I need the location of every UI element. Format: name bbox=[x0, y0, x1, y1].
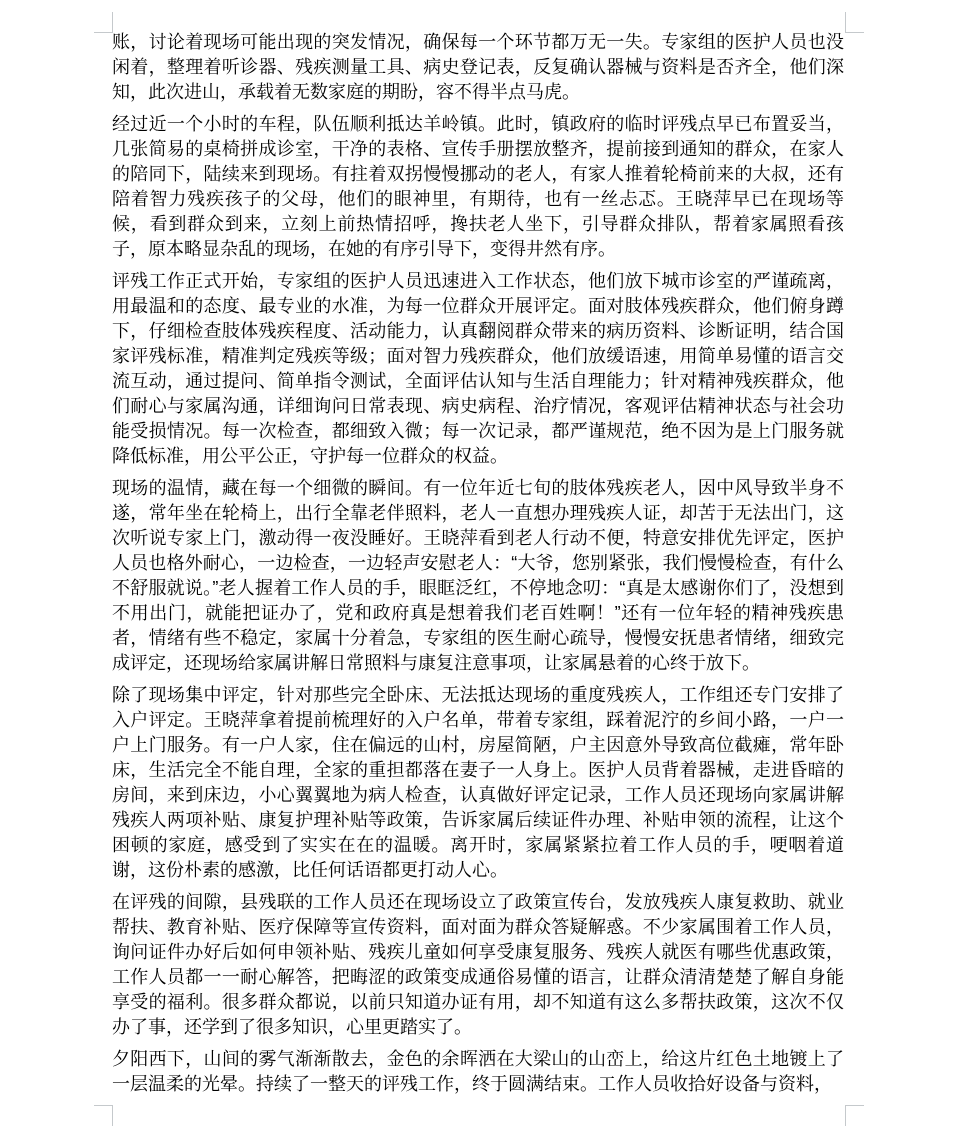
paragraph-4: 现场的温情，藏在每一个细微的瞬间。有一位年近七旬的肢体残疾老人，因中风导致半身不遂，常年坐在轮椅上，出行全靠老伴照料，老人一直想办理残疾人证，却苦于无法出门，这次听说专家上门，激动得一夜没睡好。王晓萍看到老人行动不便，特意安排优先评定，医护人员也格外耐心，一边检查，一边轻声安慰老人：“大爷，您别紧张，我们慢慢检查，有什么不舒服就说。”老人握着工作人员的手，眼眶泛红，不停地念叨：“真是太感谢你们了，没想到不用出门，就能把证办了，党和政府真是想着我们老百姓啊！”还有一位年轻的精神残疾患者，情绪有些不稳定，家属十分着急，专家组的医生耐心疏导，慢慢安抚患者情绪，细致完成评定，还现场给家属讲解日常照料与康复注意事项，让家属悬着的心终于放下。 bbox=[112, 478, 844, 673]
crop-mark-bottom-left bbox=[94, 1105, 113, 1126]
paragraph-7: 夕阳西下，山间的雾气渐渐散去，金色的余晖洒在大梁山的山峦上，给这片红色土地镀上了一层温柔的光晕。持续了一整天的评残工作，终于圆满结束。工作人员收拾好设备与资料， bbox=[112, 1049, 844, 1094]
crop-mark-bottom-right bbox=[845, 1105, 864, 1126]
paragraph-1: 账，讨论着现场可能出现的突发情况，确保每一个环节都万无一失。专家组的医护人员也没闲着，整理着听诊器、残疾测量工具、病史登记表，反复确认器械与资料是否齐全，他们深知，此次进山，承载着无数家庭的期盼，容不得半点马虎。 bbox=[112, 32, 844, 102]
document-body-text bbox=[112, 30, 844, 1104]
paragraph-5: 除了现场集中评定，针对那些完全卧床、无法抵达现场的重度残疾人，工作组还专门安排了入户评定。王晓萍拿着提前梳理好的入户名单，带着专家组，踩着泥泞的乡间小路，一户一户上门服务。有一户人家，住在偏远的山村，房屋简陋，户主因意外导致高位截瘫，常年卧床，生活完全不能自理，全家的重担都落在妻子一人身上。医护人员背着器械，走进昏暗的房间，来到床边，小心翼翼地为病人检查，认真做好评定记录，工作人员还现场向家属讲解残疾人两项补贴、康复护理补贴等政策，告诉家属后续证件办理、补贴申领的流程，让这个困顿的家庭，感受到了实实在在的温暖。离开时，家属紧紧拉着工作人员的手，哽咽着道谢，这份朴素的感激，比任何话语都更打动人心。 bbox=[112, 685, 844, 880]
crop-mark-top-left bbox=[94, 12, 113, 33]
paragraph-3: 评残工作正式开始，专家组的医护人员迅速进入工作状态，他们放下城市诊室的严谨疏离，用最温和的态度、最专业的水准，为每一位群众开展评定。面对肢体残疾群众，他们俯身蹲下，仔细检查肢体残疾程度、活动能力，认真翻阅群众带来的病历资料、诊断证明，结合国家评残标准，精准判定残疾等级；面对智力残疾群众，他们放缓语速，用简单易懂的语言交流互动，通过提问、简单指令测试，全面评估认知与生活自理能力；针对精神残疾群众，他们耐心与家属沟通，详细询问日常表现、病史病程、治疗情况，客观评估精神状态与社会功能受损情况。每一次检查，都细致入微；每一次记录，都严谨规范，绝不因为是上门服务就降低标准，用公平公正，守护每一位群众的权益。 bbox=[112, 271, 844, 466]
paragraph-2: 经过近一个小时的车程，队伍顺利抵达羊岭镇。此时，镇政府的临时评残点早已布置妥当，几张简易的桌椅拼成诊室，干净的表格、宣传手册摆放整齐，提前接到通知的群众，在家人的陪同下，陆续来到现场。有拄着双拐慢慢挪动的老人，有家人推着轮椅前来的大叔，还有陪着智力残疾孩子的父母，他们的眼神里，有期待，也有一丝忐忑。王晓萍早已在现场等候，看到群众到来，立刻上前热情招呼，搀扶老人坐下，引导群众排队，帮着家属照看孩子，原本略显杂乱的现场，在她的有序引导下，变得井然有序。 bbox=[112, 114, 844, 259]
crop-mark-top-right bbox=[845, 12, 864, 33]
paragraph-6: 在评残的间隙，县残联的工作人员还在现场设立了政策宣传台，发放残疾人康复救助、就业帮扶、教育补贴、医疗保障等宣传资料，面对面为群众答疑解惑。不少家属围着工作人员，询问证件办好后如何申领补贴、残疾儿童如何享受康复服务、残疾人就医有哪些优惠政策，工作人员都一一耐心解答，把晦涩的政策变成通俗易懂的语言，让群众清清楚楚了解自身能享受的福利。很多群众都说，以前只知道办证有用，却不知道有这么多帮扶政策，这次不仅办了事，还学到了很多知识，心里更踏实了。 bbox=[112, 892, 844, 1037]
